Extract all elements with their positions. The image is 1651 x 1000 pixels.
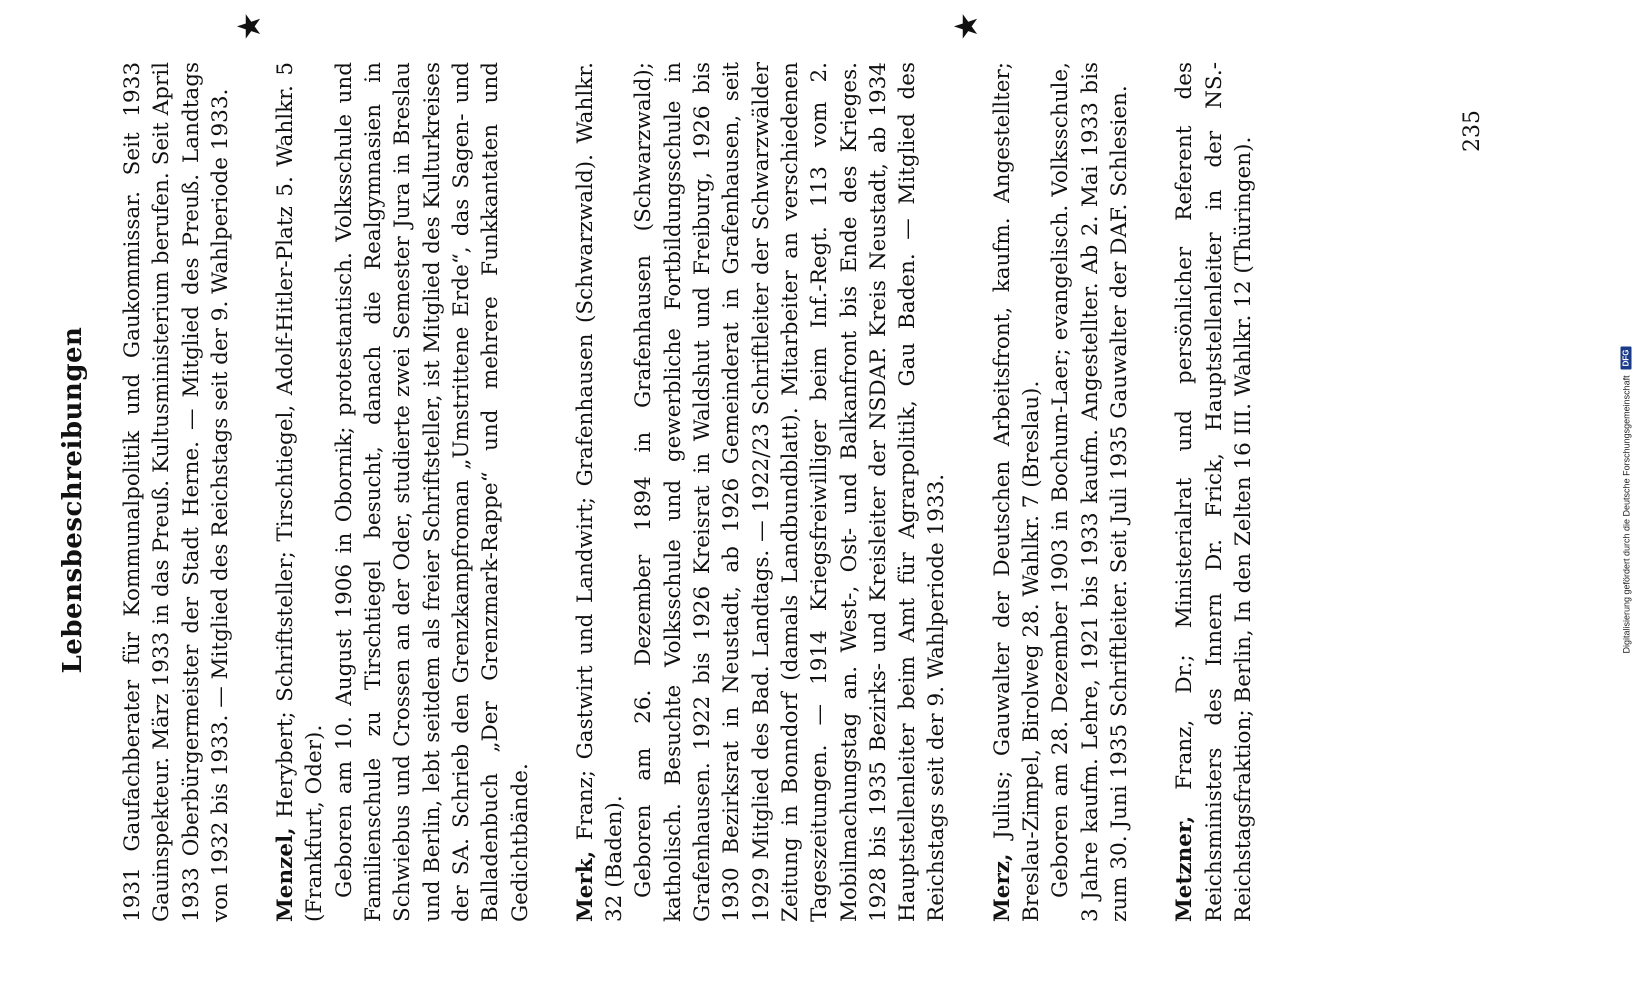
funding-note	[1621, 346, 1632, 653]
star-icon: ★	[230, 12, 269, 41]
entry-paragraph: Geboren am 10. August 1906 in Obornik; protestantisch. Volksschule und Familienschule zu Tirschtiegel besucht, danach die Realgymnasien in Schwiebus und Crossen an der Oder, studierte zwei Semester Jura in Breslau und Berlin, lebt seitdem als freier Schriftsteller, ist Mitglied des Kulturkreises der SA. Schrieb den Grenzkampfroman „Umstrittene Erde“, das Sagen- und Balladenbuch „Der Grenzmark-Rappe“ und mehrere Funkkantaten und Gedichtbände.	[331, 62, 533, 922]
entry-menzel	[230, 12, 535, 922]
entry-lead: Julius; Gauwalter der Deutschen Arbeitsfront, kaufm. Angestellter; Breslau-Zimpel, Birolweg 28. Wahlkr. 7 (Breslau).	[989, 62, 1045, 922]
entry-heading	[988, 62, 1047, 922]
entry-name: Metzner,	[1172, 815, 1198, 922]
entry-paragraph: Geboren am 28. Dezember 1903 in Bochum-Laer; evangelisch. Volksschule, 3 Jahre kaufm. Lehre, 1921 bis 1933 kaufm. Angestellter. Ab 2. Mai 1933 bis zum 30. Juni 1935 Schriftleiter. Seit Juli 1935 Gauwalter der DAF. Schlesien.	[1048, 62, 1132, 922]
page-number: 235	[1460, 110, 1485, 152]
entry-metzner	[1170, 62, 1258, 922]
entry-heading	[1170, 62, 1258, 922]
entry-merk	[571, 62, 952, 922]
entry-name: Menzel,	[273, 827, 299, 922]
entry-heading	[571, 62, 630, 922]
entry-list	[118, 12, 1294, 922]
dfg-logo: DFG	[1621, 346, 1632, 369]
entry-paragraph: Geboren am 26. Dezember 1894 in Grafenhausen (Schwarzwald); katholisch. Besuchte Volksschule und gewerbliche Fortbildungsschule in Grafenhausen. 1922 bis 1926 Kreisrat in Waldshut und Freiburg, 1926 bis 1930 Bezirksrat in Neustadt, ab 1926 Gemeinderat in Grafenhausen, seit 1929 Mitglied des Bad. Landtags. — 1922/23 Schriftleiter der Schwarzwälder Zeitung in Bonndorf (damals Landbundblatt). Mitarbeiter an verschiedenen Tageszeitungen. — 1914 Kriegsfreiwilliger beim Inf.-Regt. 113 vom 2. Mobilmachungstag an. West-, Ost- und Balkanfront bis Ende des Krieges. 1928 bis 1935 Bezirks- und Kreisleiter der NSDAP. Kreis Neustadt, ab 1934 Hauptstellenleiter beim Amt für Agrarpolitik, Gau Baden. — Mitglied des Reichstags seit der 9. Wahlperiode 1933.	[631, 62, 950, 922]
entry-continuation	[118, 62, 235, 922]
entry-name: Merz,	[989, 853, 1015, 922]
funding-note-text: Digitalisierung gefördert durch die Deutsche Forschungsgemeinschaft	[1621, 375, 1631, 654]
entry-name: Merk,	[572, 850, 598, 922]
star-icon: ★	[946, 12, 985, 41]
entry-lead: Herybert; Schriftsteller; Tirschtiegel, Adolf-Hitler-Platz 5. Wahlkr. 5 (Frankfurt, Oder).	[273, 62, 328, 922]
entry-lead: Franz, Dr.; Ministerialrat und persönlicher Referent des Reichsministers des Innern Dr. Frick, Hauptstellenleiter in der NS.-Reichstagsfraktion; Berlin, In den Zelten 16 III. Wahlkr. 12 (Thüringen).	[1172, 62, 1256, 922]
entry-paragraph: 1931 Gaufachberater für Kommunalpolitik und Gaukommissar. Seit 1933 Gauinspekteur. März 1933 in das Preuß. Kultusministerium berufen. Seit April 1933 Oberbürgermeister der Stadt Herne. — Mitglied des Preuß. Landtags von 1932 bis 1933. — Mitglied des Reichstags seit der 9. Wahlperiode 1933.	[120, 62, 233, 922]
entry-merz	[946, 12, 1134, 922]
page-title: Lebensbeschreibungen	[58, 326, 88, 674]
entry-lead: Franz; Gastwirt und Landwirt; Grafenhausen (Schwarzwald). Wahlkr. 32 (Baden).	[572, 62, 628, 922]
entry-heading	[271, 62, 330, 922]
